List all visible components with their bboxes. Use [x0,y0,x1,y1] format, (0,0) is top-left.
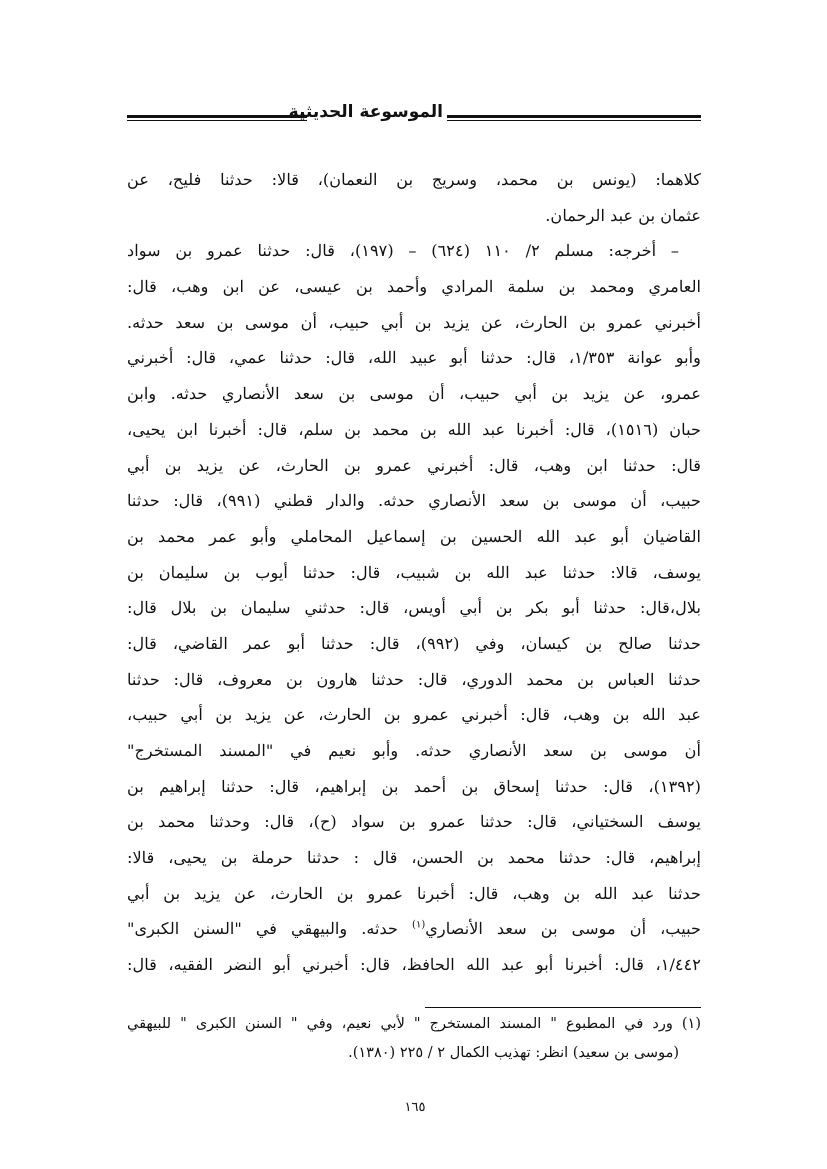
text-line: حبيب، أن موسى بن سعد الأنصاري حدثه. والدار قطني (٩٩١)، قال: حدثنا [127,491,701,511]
page-title: الموسوعة الحديثية [288,102,443,122]
footnote-line: (١) ورد في المطبوع " المسند المستخرج " لأبي نعيم، وفي " السنن الكبرى " للبيهقي [127,1016,701,1032]
footnote-reference[interactable]: (١) [412,920,426,932]
text-line: حبان (١٥١٦)، قال: أخبرنا عبد الله بن محمد بن سلم، قال: أخبرنا ابن يحيى، [127,419,701,439]
text-line: إبراهيم، قال: حدثنا محمد بن الحسن، قال : حدثنا حرملة بن يحيى، قالا: [127,848,701,868]
text-line: حدثنا عبد الله بن وهب، قال: أخبرنا عمرو بن الحارث، عن يزيد بن أبي [127,883,701,903]
text-line: ١/٤٤٢، قال: أخبرنا أبو عبد الله الحافظ، قال: أخبرني أبو النضر الفقيه، قال: [127,955,701,975]
text-line: أخبرني عمرو بن الحارث، عن يزيد بن أبي حبيب، أن موسى بن سعد حدثه. [127,312,701,332]
text-line: – أخرجه: مسلم ٢/ ١١٠ (٦٢٤) – (١٩٧)، قال: حدثنا عمرو بن سواد [127,241,679,261]
text-line: عثمان بن عبد الرحمان. [545,205,701,225]
text-line: العامري ومحمد بن سلمة المرادي وأحمد بن عيسى، عن ابن وهب، قال: [127,277,701,297]
text-segment: حدثه. والبيهقي في "السنن الكبرى" [127,919,399,939]
footnote-line: (موسى بن سعيد) انظر: تهذيب الكمال ٢ / ٢٢٥ (١٣٨٠). [348,1045,679,1061]
text-line: يوسف، قالا: حدثنا عبد الله بن شبيب، قال: حدثنا أيوب بن سليمان بن [127,562,701,582]
text-line: كلاهما: (يونس بن محمد، وسريج بن النعمان)، قالا: حدثنا فليح، عن [127,170,701,189]
header-rule-left [127,115,307,121]
text-line: وأبو عوانة ١/٣٥٣، قال: حدثنا أبو عبيد الله، قال: حدثنا عمي، قال: أخبرني [127,348,701,368]
text-segment: حبيب، أن موسى بن سعد الأنصاري [425,919,701,939]
footnotes [127,1010,701,1068]
text-line: قال: حدثنا ابن وهب، قال: أخبرني عمرو بن الحارث، عن يزيد بن أبي [127,455,701,475]
text-line: عبد الله بن وهب، قال: أخبرني عمرو بن الحارث، عن يزيد بن أبي حبيب، [127,705,701,725]
page-number: ١٦٥ [404,1100,426,1115]
header-rule-right [447,115,701,121]
text-line: أن موسى بن سعد الأنصاري حدثه. وأبو نعيم في "المسند المستخرج" [127,741,701,760]
text-line: القاضيان أبو عبد الله الحسين بن إسماعيل المحاملي وأبو عمر محمد بن [127,526,701,546]
text-line: حدثنا العباس بن محمد الدوري، قال: حدثنا هارون بن معروف، قال: حدثنا [127,669,701,689]
page-header [127,100,701,140]
main-text [127,162,701,983]
text-line: عمرو، عن يزيد بن أبي حبيب، أن موسى بن سعد الأنصاري حدثه. وابن [127,384,701,404]
footnote-separator [425,1007,701,1008]
text-line: يوسف السختياني، قال: حدثنا عمرو بن سواد (ح)، قال: وحدثنا محمد بن [127,812,701,832]
text-line: (١٣٩٢)، قال: حدثنا إسحاق بن أحمد بن إبراهيم، قال: حدثنا إبراهيم بن [127,776,701,796]
text-line: حدثنا صالح بن كيسان، وفي (٩٩٢)، قال: حدثنا أبو عمر القاضي، قال: [127,633,701,653]
text-line-with-footnote [127,911,701,947]
text-line: بلال،قال: حدثنا أبو بكر بن أبي أويس، قال: حدثني سليمان بن بلال قال: [127,598,701,618]
